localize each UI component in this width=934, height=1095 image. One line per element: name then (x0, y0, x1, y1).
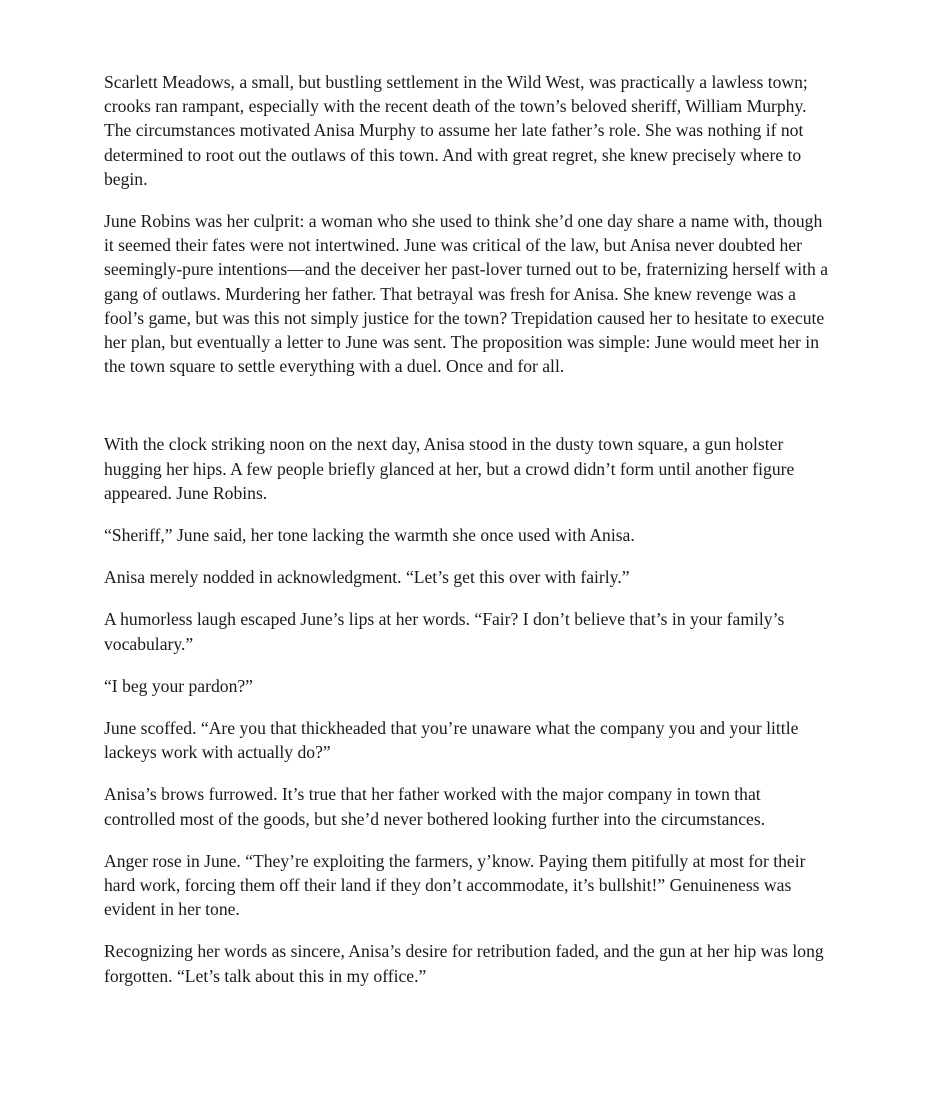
paragraph: June Robins was her culprit: a woman who she used to think she’d one day share a name with, though it seemed their fates were not intertwined. June was critical of the law, but Anisa never doubted her seemingly-pure intentions—and the deceiver her past-lover turned out to be, fraternizing herself with a gang of outlaws. Murdering her father. That betrayal was fresh for Anisa. She knew revenge was a fool’s game, but was this not simply justice for the town? Trepidation caused her to hesitate to execute her plan, but eventually a letter to June was sent. The proposition was simple: June would meet her in the town square to settle everything with a duel. Once and for all. (104, 211, 829, 377)
paragraph: “Sheriff,” June said, her tone lacking the warmth she once used with Anisa. (104, 525, 635, 546)
paragraph: June scoffed. “Are you that thickheaded that you’re unaware what the company you and your little lackeys work with actually do?” (104, 718, 799, 763)
paragraph: A humorless laugh escaped June’s lips at her words. “Fair? I don’t believe that’s in your family’s vocabulary.” (104, 609, 785, 654)
document-page (104, 70, 832, 1006)
paragraph: Anisa merely nodded in acknowledgment. “Let’s get this over with fairly.” (104, 567, 630, 588)
paragraph: With the clock striking noon on the next day, Anisa stood in the dusty town square, a gun holster hugging her hips. A few people briefly glanced at her, but a crowd didn’t form until another figure appeared. June Robins. (104, 434, 795, 503)
paragraph: Scarlett Meadows, a small, but bustling settlement in the Wild West, was practically a lawless town; crooks ran rampant, especially with the recent death of the town’s beloved sheriff, William Murphy. The circumstances motivated Anisa Murphy to assume her late father’s role. She was nothing if not determined to root out the outlaws of this town. And with great regret, she knew precisely where to begin. (104, 72, 808, 189)
paragraph: Recognizing her words as sincere, Anisa’s desire for retribution faded, and the gun at her hip was long forgotten. “Let’s talk about this in my office.” (104, 941, 824, 986)
paragraph: Anger rose in June. “They’re exploiting the farmers, y’know. Paying them pitifully at most for their hard work, forcing them off their land if they don’t accommodate, it’s bullshit!” Genuineness was evident in her tone. (104, 850, 806, 920)
paragraph: Anisa’s brows furrowed. It’s true that her father worked with the major company in town that controlled most of the goods, but she’d never bothered looking further into the circumstances. (104, 784, 766, 829)
paragraph: “I beg your pardon?” (104, 675, 253, 696)
